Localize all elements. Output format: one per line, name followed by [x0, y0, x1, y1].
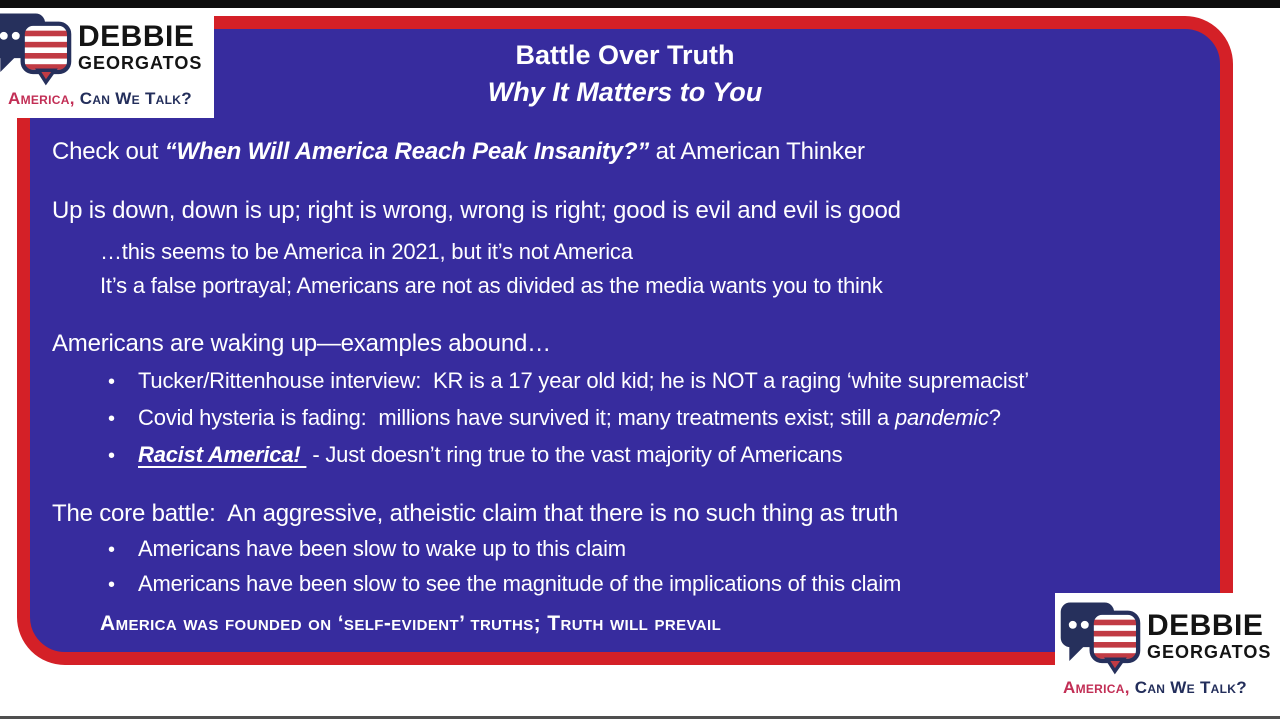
line-text: Covid hysteria is fading: millions have survived it; many treatments exist; still a pandemic?	[138, 405, 1001, 430]
line-text: Check out “When Will America Reach Peak Insanity?” at American Thinker	[52, 138, 865, 165]
logo-names	[1147, 610, 1271, 663]
logo-last-name: GEORGATOS	[1147, 641, 1272, 662]
logo-first-name: DEBBIE	[1147, 608, 1264, 642]
speech-bubbles-flag-icon	[1059, 597, 1145, 675]
waking-up-heading	[30, 326, 1220, 362]
line-text: Americans have been slow to wake up to this claim	[138, 536, 626, 561]
logo-row	[0, 8, 214, 86]
bullet-tucker-rittenhouse	[30, 364, 1220, 399]
line-text: America was founded on ‘self-evident’ truths; Truth will prevail	[100, 612, 722, 635]
line-text: Tucker/Rittenhouse interview: KR is a 17 year old kid; he is NOT a raging ‘white supremacist’	[138, 368, 1029, 393]
theme-subline-2	[30, 269, 1220, 303]
bullet-marker: •	[108, 445, 116, 467]
line-text: Racist America! - Just doesn’t ring true to the vast majority of Americans	[138, 442, 843, 467]
logo-last-name: GEORGATOS	[78, 52, 203, 73]
bullet-racist-america	[30, 438, 1220, 473]
line-text: Americans have been slow to see the magnitude of the implications of this claim	[138, 571, 902, 596]
bullet-marker: •	[108, 574, 116, 596]
theme-line	[30, 193, 1220, 229]
letterbox-top-bar	[0, 0, 1280, 8]
theme-subline-1	[30, 235, 1220, 269]
speech-bubbles-flag-icon	[0, 8, 76, 86]
slide-content	[30, 134, 1220, 640]
intro-line	[30, 134, 1220, 170]
bullet-marker: •	[108, 371, 116, 393]
logo-tagline	[0, 89, 214, 109]
bullet-marker: •	[108, 408, 116, 430]
slide-subtitle: Why It Matters to You	[487, 77, 763, 107]
bullet-marker: •	[108, 539, 116, 561]
bullet-covid-hysteria	[30, 401, 1220, 436]
slide-title: Battle Over Truth	[515, 40, 735, 70]
logo-names	[78, 21, 202, 74]
line-text: Up is down, down is up; right is wrong, wrong is right; good is evil and evil is good	[52, 197, 901, 224]
logo-tagline	[1055, 678, 1280, 698]
bullet-slow-to-wake	[30, 532, 1220, 567]
line-text: The core battle: An aggressive, atheistic claim that there is no such thing as truth	[52, 500, 899, 527]
bullet-slow-to-see	[30, 567, 1220, 602]
logo-tagline-america: America,	[1063, 678, 1130, 697]
core-battle-heading	[30, 496, 1220, 532]
logo-tagline-america: America,	[8, 89, 75, 108]
logo-tagline-can-we-talk: Can We Talk?	[74, 89, 192, 108]
logo-tagline-can-we-talk: Can We Talk?	[1129, 678, 1247, 697]
line-text: It’s a false portrayal; Americans are not as divided as the media wants you to think	[100, 273, 883, 298]
logo-first-name: DEBBIE	[78, 19, 195, 53]
line-text: …this seems to be America in 2021, but it’s not America	[100, 239, 633, 264]
logo-row	[1055, 597, 1280, 675]
closing-line	[30, 608, 1220, 640]
logo-top-left	[0, 8, 214, 118]
video-progress-bar[interactable]	[0, 716, 1280, 719]
logo-bottom-right	[1055, 593, 1280, 711]
line-text: Americans are waking up—examples abound…	[52, 330, 551, 357]
